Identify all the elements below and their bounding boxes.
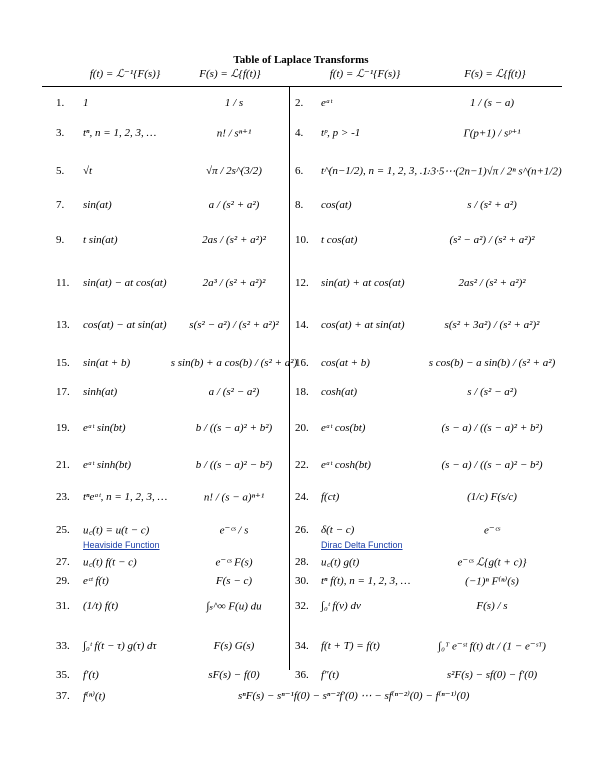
right-function: eᵃᵗ cos(bt): [321, 422, 366, 434]
left-function: tⁿ, n = 1, 2, 3, …: [83, 127, 157, 139]
page-title: Table of Laplace Transforms: [233, 54, 369, 66]
column-divider: [289, 86, 290, 670]
left-number: 5.: [56, 165, 65, 177]
left-function: tⁿeᵃᵗ, n = 1, 2, 3, …: [83, 491, 168, 503]
left-function: sin(at) − at cos(at): [83, 277, 167, 289]
left-transform: F(s − c): [215, 575, 253, 587]
right-function: tⁿ f(t), n = 1, 2, 3, …: [321, 575, 411, 587]
right-transform: (1/c) F(s/c): [467, 491, 517, 503]
right-function: f″(t): [321, 669, 340, 681]
right-transform: ∫₀ᵀ e⁻ˢᵗ f(t) dt / (1 − e⁻ˢᵀ): [438, 640, 546, 653]
right-function: u꜀(t) g(t): [321, 556, 360, 569]
row-37-function: f⁽ⁿ⁾(t): [83, 690, 106, 703]
right-number: 12.: [295, 277, 309, 289]
right-function: eᵃᵗ cosh(bt): [321, 459, 371, 471]
header-left-transform: F(s) = ℒ{f(t)}: [199, 68, 261, 80]
left-transform: b / ((s − a)² − b²): [195, 459, 273, 471]
left-transform: sF(s) − f(0): [208, 669, 260, 681]
right-function: eᵃᵗ: [321, 97, 333, 109]
left-transform: b / ((s − a)² + b²): [195, 422, 273, 434]
left-number: 3.: [56, 127, 65, 139]
right-transform: s cos(b) − a sin(b) / (s² + a²): [428, 357, 556, 369]
left-number: 31.: [56, 600, 70, 612]
left-function: eᶜᵗ f(t): [83, 575, 109, 587]
left-transform: s(s² − a²) / (s² + a²)²: [189, 319, 279, 331]
right-number: 22.: [295, 459, 309, 471]
right-number: 16.: [295, 357, 309, 369]
right-transform: 1·3·5⋯(2n−1)√π / 2ⁿ s^(n+1/2): [422, 165, 562, 178]
right-function: sin(at) + at cos(at): [321, 277, 405, 289]
right-transform: e⁻ᶜˢ ℒ{g(t + c)}: [457, 556, 527, 569]
right-number: 32.: [295, 600, 309, 612]
left-transform: F(s) G(s): [213, 640, 255, 652]
left-number: 29.: [56, 575, 70, 587]
left-transform: a / (s² − a²): [208, 386, 260, 398]
right-number: 14.: [295, 319, 309, 331]
left-number: 9.: [56, 234, 65, 246]
left-number: 21.: [56, 459, 70, 471]
right-number: 10.: [295, 234, 309, 246]
left-transform: n! / (s − a)ⁿ⁺¹: [203, 491, 265, 504]
header-right-inverse: f(t) = ℒ⁻¹{F(s)}: [329, 68, 401, 80]
left-number: 25.: [56, 524, 70, 536]
right-transform: (s − a) / ((s − a)² + b²): [441, 422, 543, 434]
dirac-delta-function-link[interactable]: Dirac Delta Function: [321, 540, 403, 550]
left-transform: √π / 2s^(3/2): [206, 165, 262, 177]
heaviside-function-link[interactable]: Heaviside Function: [83, 540, 160, 550]
left-number: 17.: [56, 386, 70, 398]
left-number: 15.: [56, 357, 70, 369]
right-transform: 1 / (s − a): [469, 97, 515, 109]
right-transform: s / (s² + a²): [467, 199, 517, 211]
right-function: tᵖ, p > -1: [321, 127, 361, 139]
right-number: 2.: [295, 97, 304, 109]
left-function: eᵃᵗ sinh(bt): [83, 459, 132, 471]
left-function: √t: [83, 165, 93, 177]
left-number: 33.: [56, 640, 70, 652]
right-number: 28.: [295, 556, 309, 568]
right-function: cos(at) + at sin(at): [321, 319, 405, 331]
right-function: f(ct): [321, 491, 340, 503]
left-transform: n! / sⁿ⁺¹: [216, 127, 252, 140]
left-function: u꜀(t) f(t − c): [83, 556, 137, 569]
left-number: 27.: [56, 556, 70, 568]
right-number: 4.: [295, 127, 304, 139]
left-function: sin(at): [83, 199, 112, 211]
right-transform: F(s) / s: [476, 600, 508, 612]
right-transform: s²F(s) − sf(0) − f′(0): [446, 669, 538, 681]
left-number: 11.: [56, 277, 70, 289]
header-left-inverse: f(t) = ℒ⁻¹{F(s)}: [89, 68, 161, 80]
right-number: 8.: [295, 199, 304, 211]
right-transform: (s² − a²) / (s² + a²)²: [449, 234, 535, 246]
left-function: u꜀(t) = u(t − c): [83, 524, 150, 537]
right-number: 30.: [295, 575, 309, 587]
right-number: 20.: [295, 422, 309, 434]
left-function: t sin(at): [83, 234, 118, 246]
right-function: t cos(at): [321, 234, 358, 246]
right-number: 18.: [295, 386, 309, 398]
left-transform: e⁻ᶜˢ F(s): [215, 556, 253, 569]
right-transform: s / (s² − a²): [467, 386, 517, 398]
right-transform: (−1)ⁿ F⁽ⁿ⁾(s): [465, 575, 519, 588]
left-transform: 2as / (s² + a²)²: [202, 234, 266, 246]
right-transform: e⁻ᶜˢ: [484, 524, 500, 537]
row-37-number: 37.: [56, 690, 70, 702]
left-function: ∫₀ᵗ f(t − τ) g(τ) dτ: [83, 640, 157, 652]
left-function: sin(at + b): [83, 357, 131, 369]
left-number: 13.: [56, 319, 70, 331]
left-number: 1.: [56, 97, 65, 109]
right-function: cosh(at): [321, 386, 358, 398]
left-number: 7.: [56, 199, 65, 211]
left-function: eᵃᵗ sin(bt): [83, 422, 126, 434]
right-number: 6.: [295, 165, 304, 177]
right-function: ∫₀ᵗ f(v) dv: [321, 600, 361, 612]
left-function: sinh(at): [83, 386, 118, 398]
right-transform: 2as² / (s² + a²)²: [458, 277, 526, 289]
row-37-transform: sⁿF(s) − sⁿ⁻¹f(0) − sⁿ⁻²f′(0) ⋯ − sf⁽ⁿ⁻²⁾(0) − f⁽ⁿ⁻¹⁾(0): [238, 690, 470, 702]
right-function: f(t + T) = f(t): [321, 640, 380, 652]
header-rule: [42, 86, 562, 87]
left-transform: e⁻ᶜˢ / s: [219, 524, 249, 537]
left-function: 1: [83, 97, 89, 109]
left-function: f′(t): [83, 669, 99, 681]
left-transform: s sin(b) + a cos(b) / (s² + a²): [170, 357, 298, 369]
left-transform: 2a³ / (s² + a²)²: [202, 277, 266, 289]
right-function: δ(t − c): [321, 524, 355, 536]
left-number: 35.: [56, 669, 70, 681]
left-transform: 1 / s: [224, 97, 244, 109]
left-transform: a / (s² + a²): [208, 199, 260, 211]
right-transform: Γ(p+1) / sᵖ⁺¹: [463, 127, 521, 140]
left-function: (1/t) f(t): [83, 600, 119, 612]
left-function: cos(at) − at sin(at): [83, 319, 167, 331]
right-transform: (s − a) / ((s − a)² − b²): [441, 459, 543, 471]
right-function: t^(n−1/2), n = 1, 2, 3, …: [321, 165, 430, 177]
right-function: cos(at + b): [321, 357, 370, 369]
header-right-transform: F(s) = ℒ{f(t)}: [464, 68, 526, 80]
right-number: 24.: [295, 491, 309, 503]
right-transform: s(s² + 3a²) / (s² + a²)²: [444, 319, 540, 331]
left-number: 23.: [56, 491, 70, 503]
right-number: 36.: [295, 669, 309, 681]
left-number: 19.: [56, 422, 70, 434]
left-transform: ∫ₛ^∞ F(u) du: [206, 600, 262, 613]
right-number: 34.: [295, 640, 309, 652]
right-function: cos(at): [321, 199, 352, 211]
right-number: 26.: [295, 524, 309, 536]
